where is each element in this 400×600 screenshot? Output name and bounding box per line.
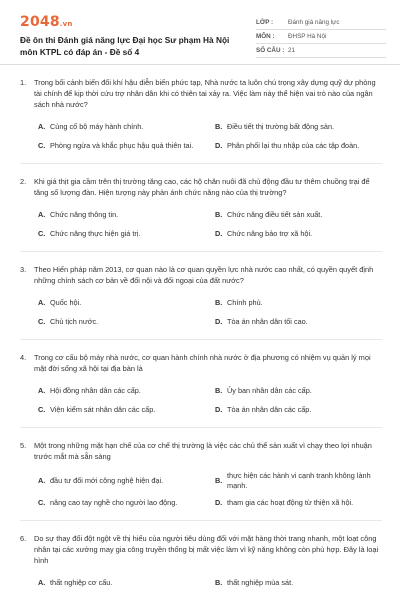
question-1 (20, 77, 382, 164)
question-4 (20, 352, 382, 428)
question-divider (20, 163, 382, 164)
question-2 (20, 176, 382, 252)
question-list (0, 65, 400, 590)
brand-block (20, 14, 240, 58)
meta-value: ĐHSP Hà Nội (288, 33, 327, 40)
question-number: 6. (20, 534, 27, 543)
question-number: 2. (20, 177, 27, 186)
option-d[interactable]: D. Phân phối lại thu nhập của các tập đoàn. (215, 140, 360, 150)
option-d[interactable]: D. Tòa án nhân dân tối cao. (215, 316, 308, 326)
question-text: Trong bối cảnh biến đổi khí hậu diễn biến phức tạp, Nhà nước ta luôn chú trọng xây dựng quỹ dự phòng tài chính để kịp thời cứu trợ nhân dân khi có thiên tai xảy ra. Việc làm này thể hiện vai trò nào của ngân sách nhà nước? (34, 78, 376, 109)
option-a[interactable]: A. Hội đồng nhân dân các cấp. (38, 385, 141, 395)
option-a[interactable]: A. đầu tư đổi mới công nghệ hiện đại. (38, 476, 164, 485)
question-divider (20, 339, 382, 340)
option-c[interactable]: C. Chức năng thực hiện giá trị. (38, 228, 141, 238)
option-a[interactable]: A. thất nghiệp cơ cấu. (38, 577, 113, 587)
question-text: Theo Hiến pháp năm 2013, cơ quan nào là cơ quan quyền lực nhà nước cao nhất, có quyền quyết định những chính sách cơ bản về đối nội và đối ngoại của đất nước? (34, 265, 374, 285)
option-d[interactable]: D. Tòa án nhân dân các cấp. (215, 404, 312, 414)
option-c[interactable]: C. nâng cao tay nghề cho người lao động. (38, 497, 178, 507)
option-b[interactable]: B. Ủy ban nhân dân các cấp. (215, 385, 312, 395)
question-number: 1. (20, 78, 27, 87)
option-d[interactable]: D. Chức năng bảo trợ xã hội. (215, 228, 313, 238)
question-divider (20, 251, 382, 252)
question-3 (20, 264, 382, 340)
option-b[interactable]: B. Chính phủ. (215, 297, 263, 307)
meta-value: 21 (288, 47, 296, 54)
question-number: 3. (20, 265, 27, 274)
question-divider (20, 427, 382, 428)
option-b[interactable]: B. thất nghiệp mùa sát. (215, 577, 294, 587)
meta-row-count (256, 44, 386, 58)
option-list (20, 471, 382, 510)
option-list (20, 295, 382, 329)
meta-table (256, 16, 386, 58)
meta-label: LỚP : (256, 19, 274, 26)
option-b[interactable]: B. Điều tiết thị trường bất động sản. (215, 121, 335, 131)
question-text: Một trong những mặt hạn chế của cơ chế thị trường là việc các chủ thể sản xuất vì chạy theo lợi nhuận trước mắt mà sẵn sàng (34, 441, 372, 461)
question-5 (20, 440, 382, 521)
option-list (20, 207, 382, 241)
question-text: Khi giá thịt gia cầm trên thị trường tăng cao, các hộ chăn nuôi đã chủ động đầu tư thêm chuồng trại để tăng số lượng đàn. Hiện tượng này phản ánh chức năng nào của thị trường? (34, 177, 370, 197)
site-logo[interactable]: 2048.vn (20, 14, 73, 30)
question-number: 4. (20, 353, 27, 362)
option-d[interactable]: D. tham gia các hoạt động từ thiện xã hội. (215, 497, 354, 507)
option-a[interactable]: A. Chức năng thông tin. (38, 209, 119, 219)
header (0, 0, 400, 58)
option-a[interactable]: A. Quốc hội. (38, 297, 82, 307)
meta-row-subject (256, 30, 386, 44)
option-c[interactable]: C. Chủ tịch nước. (38, 316, 99, 326)
meta-label: MÔN : (256, 33, 275, 40)
option-list (20, 119, 382, 153)
option-list (20, 575, 382, 590)
option-list (20, 383, 382, 417)
question-divider (20, 520, 382, 521)
meta-row-class (256, 16, 386, 30)
option-b[interactable]: B. Chức năng điều tiết sản xuất. (215, 209, 323, 219)
document-title: Đề ôn thi Đánh giá năng lực Đại học Sư phạm Hà Nội môn KTPL có đáp án - Đề số 4 (20, 35, 230, 57)
question-text: Trong cơ cấu bộ máy nhà nước, cơ quan hành chính nhà nước ở địa phương có nhiệm vụ quản lý mọi mặt đời sống xã hội tại địa bàn là (34, 353, 371, 373)
question-6 (20, 533, 382, 590)
option-a[interactable]: A. Củng cố bộ máy hành chính. (38, 121, 144, 131)
option-c[interactable]: C. Phòng ngừa và khắc phục hậu quả thiên tai. (38, 140, 194, 150)
option-b[interactable]: B. thực hiện các hành vi cạnh tranh không lành mạnh. (215, 471, 371, 490)
meta-label: SỐ CÂU : (256, 47, 285, 54)
question-number: 5. (20, 441, 27, 450)
option-c[interactable]: C. Viện kiểm sát nhân dân các cấp. (38, 404, 156, 414)
meta-value: Đánh giá năng lực (288, 19, 340, 26)
question-text: Do sự thay đổi đột ngột về thị hiếu của người tiêu dùng đối với mặt hàng thời trang nhanh, một loạt công nhân tại các xưởng may gia công truyền thống bị mất việc làm vì kỹ năng không còn phù hợp. Đây là loại hình (34, 534, 379, 565)
